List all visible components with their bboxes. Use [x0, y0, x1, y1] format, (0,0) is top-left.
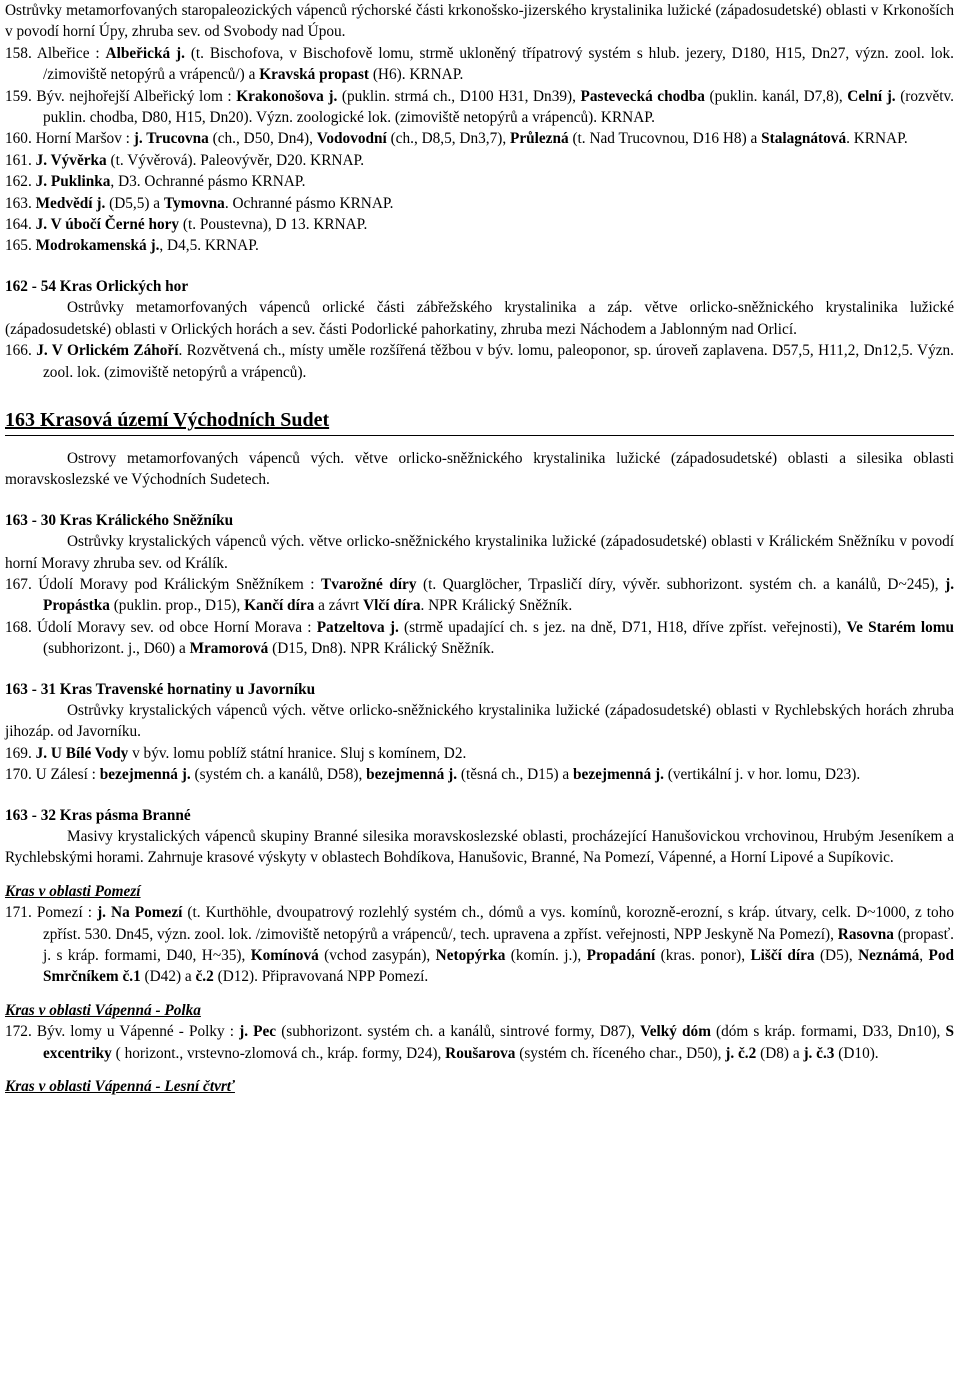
- cave-name: Pastevecká chodba: [580, 87, 705, 105]
- cave-name: j. Propástka: [43, 575, 955, 615]
- entry-text: (puklin. strmá ch., D100 H31, Dn39),: [337, 87, 581, 105]
- entry-text: ( horizont., vrstevno-zlomová ch., kráp. formy, D24),: [111, 1044, 446, 1062]
- entry-text: (t. Nad Trucovnou, D16 H8) a: [568, 130, 762, 148]
- cave-name: J. Vývěrka: [35, 151, 107, 169]
- entry-text: (t. Kurthöhle, dvoupatrový rozlehlý systém ch., dómů a vys. komínů, korozně-erozní, s kráp. útvary, celk. D~1000, z toho zpříst. 530. Dn45, význ. zool. lok. /zimoviště netopýrů a vrápenců/, tech. upravena a zpříst. veřejnosti, NPP Jeskyně Na Pomezí),: [43, 904, 954, 943]
- entry-number: 168.: [5, 618, 37, 636]
- entry-text: . NPR Králický Sněžník.: [420, 597, 573, 615]
- cave-name: Stalagnátová: [761, 130, 847, 148]
- entry-text: (systém ch. říceného char., D50),: [515, 1044, 726, 1062]
- entry-text: . KRNAP.: [846, 130, 908, 148]
- entry-text: v býv. lomu poblíž státní hranice. Sluj s komínem, D2.: [128, 744, 467, 762]
- entry-number: 160.: [5, 130, 36, 148]
- entry-text: (D15, Dn8). NPR Králický Sněžník.: [268, 640, 495, 658]
- entry-number: 161.: [5, 151, 36, 169]
- cave-name: Vlčí díra: [363, 597, 421, 615]
- cave-name: Krakonošova j.: [236, 87, 338, 105]
- section-title-162-54: 162 - 54 Kras Orlických hor: [5, 277, 189, 295]
- entry-162: [5, 171, 954, 192]
- cave-name: Celní j.: [847, 87, 896, 105]
- entry-164: [5, 214, 954, 235]
- cave-name: Kančí díra: [244, 597, 315, 615]
- subsection-title-lesni-ctvrt: Kras v oblasti Vápenná - Lesní čtvrť: [5, 1078, 235, 1096]
- cave-name: Velký dóm: [640, 1023, 711, 1041]
- cave-name: Tvarožné díry: [321, 575, 417, 593]
- entry-167: [5, 574, 954, 617]
- entry-text: . Rozvětvená ch., místy uměle rozšířená těžbou v býv. lomu, paleoponor, sp. úroveň zaplavena. D57,5, H11,2, Dn12,5. Význ. zool. lok. (zimoviště netopýrů a vrápenců).: [43, 342, 955, 381]
- cave-name: Modrokamenská j.: [35, 237, 160, 255]
- entry-text: Údolí Moravy sev. od obce Horní Morava :: [36, 618, 317, 636]
- section-title-163: [5, 407, 954, 436]
- cave-name: bezejmenná j.: [366, 766, 458, 784]
- entry-number: 158.: [5, 44, 37, 62]
- entry-161: [5, 150, 954, 171]
- entry-text: ,: [919, 947, 929, 965]
- entry-158: [5, 43, 954, 86]
- entry-text: a závrt: [314, 597, 364, 615]
- entry-number: 167.: [5, 575, 39, 593]
- cave-name: Liščí díra: [750, 947, 815, 965]
- entry-text: (t. Bischofova, v Bischofově lomu, strmě ukloněný třípatrový systém s hlub. jezery, D180, H15, Dn27, význ. zool. lok. /zimoviště netopýrů a vrápenců/) a: [43, 44, 955, 84]
- entry-text: (H6). KRNAP.: [369, 66, 464, 84]
- intro-paragraph: Ostrůvky metamorfovaných staropaleozických vápenců rýchorské části krkonošsko-jizerského krystalinika lužické (západosudetské) oblasti v Krkonoších v povodí horní Úpy, zhruba sev. od Svobody nad Úpou.: [5, 2, 954, 41]
- cave-name: Tymovna: [163, 194, 225, 212]
- entry-text: (D42) a: [140, 968, 196, 986]
- cave-name: Pod Smrčníkem č.1: [43, 947, 955, 986]
- entry-text: (D12). Připravovaná NPP Pomezí.: [213, 968, 429, 986]
- entry-text: (subhorizont. j., D60) a: [43, 640, 190, 658]
- section-paragraph: Ostrovy metamorfovaných vápenců vých. větve orlicko-sněžnického krystalinika lužické (západosudetské) oblasti a silesika oblasti moravskoslezské ve Východních Sudetech.: [5, 449, 954, 489]
- cave-name: Mramorová: [189, 640, 269, 658]
- entry-163: [5, 193, 954, 214]
- entry-text: . Ochranné pásmo KRNAP.: [224, 194, 394, 212]
- section-paragraph: Ostrůvky metamorfovaných vápenců orlické části zábřežského krystalinika a záp. větve orlicko-sněžnického krystalinika lužické (západosudetské) oblasti v Orlických horách a sev. části Podorlické pahorkatiny, zhruba mezi Náchodem a Jablonným nad Orlicí.: [5, 299, 954, 338]
- entry-text: (systém ch. a kanálů, D58),: [190, 766, 367, 784]
- cave-name: č.2: [195, 968, 214, 986]
- cave-name: Neznámá: [858, 947, 920, 965]
- entry-number: 170.: [5, 766, 36, 784]
- section-paragraph: Ostrůvky krystalických vápenců vých. větve orlicko-sněžnického krystalinika lužické (západosudetské) oblasti v Rychlebských horách zhruba jihozáp. od Javorníku.: [5, 701, 954, 741]
- entry-text: (t. Vývěrová). Paleovývěr, D20. KRNAP.: [106, 151, 365, 169]
- entry-text: Albeřice :: [36, 44, 106, 62]
- cave-name: Průlezná: [509, 130, 569, 148]
- cave-name: bezejmenná j.: [99, 766, 191, 784]
- cave-name: Roušarova: [445, 1044, 516, 1062]
- entry-text: (subhorizont. systém ch. a kanálů, sintrové formy, D87),: [276, 1023, 641, 1041]
- entry-171: [5, 902, 954, 988]
- entry-text: (dóm s kráp. formami, D33, Dn10),: [710, 1023, 946, 1041]
- cave-name: J. V úbočí Černé hory: [35, 216, 180, 234]
- entry-169: [5, 743, 954, 764]
- cave-name: j. Na Pomezí: [97, 904, 183, 922]
- entry-text: Údolí Moravy pod Králickým Sněžníkem :: [38, 575, 322, 593]
- cave-name: Komínová: [250, 947, 319, 965]
- cave-name: S excentriky: [43, 1023, 955, 1062]
- entry-text: (těsná ch., D15) a: [457, 766, 574, 784]
- entry-text: (puklin. kanál, D7,8),: [704, 87, 848, 105]
- entry-number: 159.: [5, 87, 37, 105]
- entry-160: [5, 128, 954, 149]
- entry-number: 169.: [5, 744, 36, 762]
- entry-text: Horní Maršov :: [35, 130, 134, 148]
- entry-159: [5, 86, 954, 129]
- entry-text: (t. Poustevna), D 13. KRNAP.: [179, 216, 368, 234]
- entry-number: 165.: [5, 237, 36, 255]
- entry-text: (strmě upadající ch. s jez. na dně, D71, H18, dříve zpříst. veřejnosti),: [398, 618, 847, 636]
- cave-name: Vodovodní: [316, 130, 387, 148]
- entry-text: U Zálesí :: [35, 766, 100, 784]
- entry-170: [5, 764, 954, 785]
- cave-name: J. U Bílé Vody: [35, 744, 129, 762]
- entry-text: (D5),: [814, 947, 859, 965]
- entry-text: (D10).: [834, 1044, 879, 1062]
- section-title-163-31: 163 - 31 Kras Travenské hornatiny u Javorníku: [5, 680, 316, 698]
- entry-text: (t. Quarglöcher, Trpasličí díry, vývěr. subhorizont. systém ch. a kanálů, D~245),: [416, 575, 946, 593]
- entry-text: Býv. nejhořejší Albeřický lom :: [36, 87, 237, 105]
- subsection-title-pomezi: Kras v oblasti Pomezí: [5, 882, 141, 900]
- entry-text: Pomezí :: [36, 904, 98, 922]
- cave-name: Albeřická j.: [105, 44, 185, 62]
- cave-name: Propadání: [586, 947, 656, 965]
- section-title-163-30: 163 - 30 Kras Králického Sněžníku: [5, 511, 234, 529]
- cave-name: J. Puklinka: [35, 173, 111, 191]
- cave-name: Kravská propast: [259, 66, 369, 84]
- entry-text: (D8) a: [756, 1044, 804, 1062]
- entry-text: (vchod zasypán),: [318, 947, 436, 965]
- entry-166: [5, 340, 954, 383]
- entry-number: 163.: [5, 194, 36, 212]
- cave-name: j. Pec: [239, 1023, 277, 1041]
- cave-name: Patzeltova j.: [316, 618, 399, 636]
- entry-text: (ch., D8,5, Dn3,7),: [386, 130, 510, 148]
- section-title-text: 163 Krasová území Východních Sudet: [5, 408, 330, 431]
- entry-172: [5, 1021, 954, 1064]
- entry-text: , D4,5. KRNAP.: [159, 237, 259, 255]
- entry-text: (kras. ponor),: [655, 947, 751, 965]
- cave-name: j. č.3: [803, 1044, 835, 1062]
- cave-name: j. Trucovna: [133, 130, 209, 148]
- cave-name: Medvědí j.: [35, 194, 106, 212]
- entry-text: (D5,5) a: [105, 194, 164, 212]
- entry-text: (ch., D50, Dn4),: [208, 130, 317, 148]
- cave-name: bezejmenná j.: [573, 766, 664, 784]
- section-paragraph: Ostrůvky krystalických vápenců vých. větve orlicko-sněžnického krystalinika lužické (západosudetské) oblasti v Králickém Sněžníku v povodí horní Moravy zhruba sev. od Králík.: [5, 533, 954, 572]
- cave-name: Rasovna: [837, 925, 894, 943]
- entry-text: (propasť. j. s kráp. formami, D40, H~35),: [43, 925, 954, 965]
- entry-text: Býv. lomy u Vápenné - Polky :: [36, 1023, 240, 1041]
- cave-name: Netopýrka: [435, 947, 506, 965]
- entry-165: [5, 235, 954, 256]
- subsection-title-polka: Kras v oblasti Vápenná - Polka: [5, 1001, 201, 1019]
- entry-number: 164.: [5, 216, 36, 234]
- entry-number: 166.: [5, 342, 37, 360]
- cave-name: Ve Starém lomu: [846, 618, 955, 636]
- entry-text: , D3. Ochranné pásmo KRNAP.: [110, 173, 306, 191]
- entry-text: (rozvětv. puklin. chodba, D80, H15, Dn20). Význ. zoologické lok. (zimoviště netopýrů a vrápenců). KRNAP.: [43, 87, 954, 127]
- section-paragraph: Masivy krystalických vápenců skupiny Branné silesika moravskoslezské oblasti, procházející Hanušovickou vrchovinou, Hrubým Jeseníkem a Rychlebskými horami. Zahrnuje krasové výskyty v oblastech Bohdíkova, Hanušovic, Branné, Na Pomezí, Vápenné, a Horní Lipové a Supíkovic.: [5, 828, 954, 867]
- entry-number: 172.: [5, 1023, 37, 1041]
- entry-168: [5, 617, 954, 660]
- cave-name: J. V Orlickém Záhoří: [36, 342, 179, 360]
- entry-number: 162.: [5, 173, 36, 191]
- entry-text: (komín. j.),: [505, 947, 587, 965]
- entry-text: (vertikální j. v hor. lomu, D23).: [663, 766, 861, 784]
- cave-name: j. č.2: [725, 1044, 757, 1062]
- entry-text: (puklin. prop., D15),: [109, 597, 245, 615]
- section-title-163-32: 163 - 32 Kras pásma Branné: [5, 806, 191, 824]
- entry-number: 171.: [5, 904, 37, 922]
